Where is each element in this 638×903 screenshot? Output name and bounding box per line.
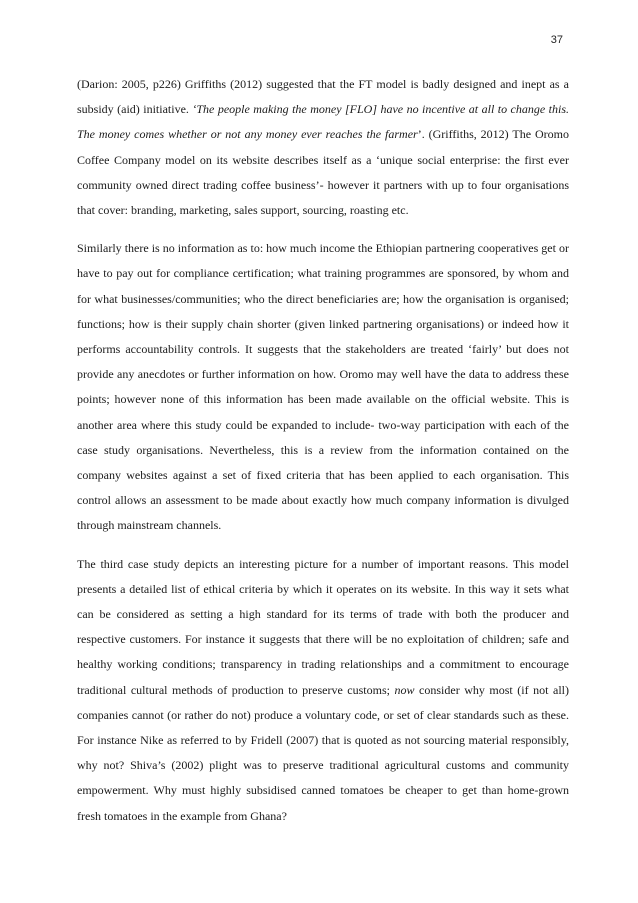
paragraph-2-text: Similarly there is no information as to: how much income the Ethiopian partnering cooperatives get or have to pay out for compliance certification; what training programmes are sponsored, by whom and for what businesses/communities; who the direct beneficiaries are; how the organisation is organised; functions; how is their supply chain shorter (given linked partnering organisations) or indeed how it performs accountability controls. It suggests that the stakeholders are treated ‘fairly’ but does not provide any anecdotes or further information on how. Oromo may well have the data to address these points; however none of this information has been made available on the official website. This is another area where this study could be expanded to include- two-way participation with each of the case study organisations. Nevertheless, this is a review from the information contained on the company websites against a set of fixed criteria that has been applied to each organisation. This control allows an assessment to be made about exactly how much company information is divulged through mainstream channels. — [77, 241, 569, 533]
paragraph-2 — [77, 236, 569, 538]
paragraph-3-emphasis: now — [394, 682, 415, 697]
page-number: 37 — [550, 34, 563, 46]
paragraph-3-part-1: The third case study depicts an interesting picture for a number of important reasons. This model presents a detailed list of ethical criteria by which it operates on its website. In this way it sets what can be considered as setting a high standard for its terms of trade with both the producer and respective customers. For instance it suggests that there will be no exploitation of children; safe and healthy working conditions; transparency in trading relationships and a commitment to encourage traditional cultural methods of production to preserve customs; — [77, 556, 569, 697]
paragraph-3-part-3: consider why most (if not all) companies cannot (or rather do not) produce a voluntary code, or set of clear standards such as these. For instance Nike as referred to by Fridell (2007) that is quoted as not sourcing material responsibly, why not? Shiva’s (2002) plight was to preserve traditional agricultural customs and community empowerment. Why must highly subsidised canned tomatoes be cheaper to get than home-grown fresh tomatoes in the example from Ghana? — [77, 682, 569, 823]
paragraph-1-part-3: ’. (Griffiths, 2012) The Oromo Coffee Company model on its website describes itself as a ‘unique social enterprise: the first ever community owned direct trading coffee business’- however it partners with up to four organisations that cover: branding, marketing, sales support, sourcing, roasting etc. — [77, 127, 569, 218]
body-text — [77, 72, 569, 843]
paragraph-3 — [77, 552, 569, 829]
paragraph-1 — [77, 72, 569, 223]
paragraph-1-part-1: (Darion: 2005, p226) Griffiths (2012) suggested that the FT model is badly designed and inept as a subsidy (aid) initiative. — [77, 77, 569, 117]
paragraph-1-quote: ‘The people making the money [FLO] have no incentive at all to change this. The money comes whether or not any money ever reaches the farmer — [77, 102, 569, 142]
